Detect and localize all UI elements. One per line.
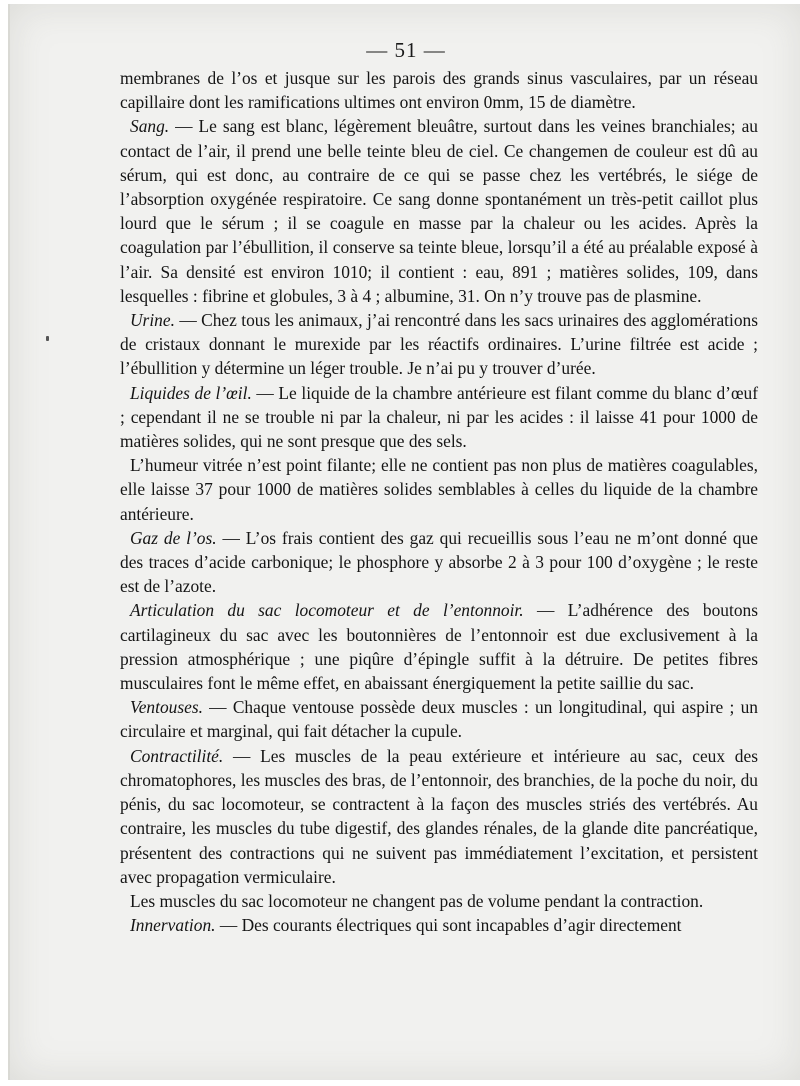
paragraph-text: — Le sang est blanc, légèrement bleuâtre, surtout dans les veines branchiales; au contact de l’air, il prend une belle teinte bleu de ciel. Ce changemen de couleur est dû au sérum, qui est donc, au contraire de ce qui se passe chez les vertébrés, le siége de l’absorption oxygénée respiratoire. Ce sang donne spontanément un très-petit caillot plus lourd que le sérum ; il se coagule en masse par la chaleur ou les acides. Après la coagulation par l’ébullition, il conserve sa teinte bleue, lorsqu’il a été au préalable exposé à l’air. Sa densité est environ 1010; il contient : eau, 891 ; matières solides, 109, dans lesquelles : fibrine et globules, 3 à 4 ; albumine, 31. On n’y trouve pas de plasmine. (120, 116, 758, 306)
paragraph-text: Les muscles du sac locomoteur ne changent pas de volume pendant la contraction. (130, 890, 704, 911)
paragraph-lead: Articulation du sac locomoteur et de l’entonnoir. (130, 600, 524, 621)
margin-mark (46, 336, 49, 341)
page-number: — 51 — (366, 38, 446, 62)
paragraph-text: — L’os frais contient des gaz qui recueillis sous l’eau ne m’ont donné que des traces d’acide carbonique; le phosphore y absorbe 2 à 3 pour 100 d’oxygène ; le reste est de l’azote. (120, 527, 758, 597)
paragraph-text: — Les muscles de la peau extérieure et intérieure au sac, ceux des chromatophores, les muscles des bras, de l’entonnoir, des branchies, de la poche du noir, du pénis, du sac locomoteur, se contractent à la façon des muscles striés des vertébrés. Au contraire, les muscles du tube digestif, des glandes rénales, de la glande dite pancréatique, présentent des contractions qui ne suivent pas immédiatement l’excitation, et persistent avec propagation vermiculaire. (120, 745, 758, 887)
paragraph-lead: Contractilité. (130, 745, 224, 766)
paragraph-lead: Gaz de l’os. (130, 527, 217, 548)
paragraph-text: — Des courants électriques qui sont incapables d’agir directement (215, 915, 682, 936)
paragraph-text: — Chaque ventouse possède deux muscles : un longitudinal, qui aspire ; un circulaire et marginal, qui fait détacher la cupule. (120, 697, 758, 742)
paragraph-text: — Chez tous les animaux, j’ai rencontré dans les sacs urinaires des agglomérations de cristaux donnant le murexide par les réactifs ordinaires. L’urine filtrée est acide ; l’ébullition y détermine un léger trouble. Je n’ai pu y trouver d’urée. (120, 310, 758, 379)
paragraph-lead: Liquides de l’œil. (130, 382, 252, 403)
paragraph-lead: Ventouses. (130, 697, 203, 718)
paragraph-liquides-oeil (120, 381, 758, 454)
paragraph-gaz-os (120, 526, 758, 599)
paragraph-lead: Sang. (130, 116, 170, 137)
paragraph-humeur-vitree (120, 453, 758, 526)
paragraph-text: — L’adhérence des boutons cartilagineux du sac avec les boutonnières de l’entonnoir est due exclusivement à la pression atmosphérique ; une piqûre d’épingle suffit à la détruire. De petites fibres musculaires font le même effet, en abaissant énergiquement la petite saillie du sac. (120, 600, 758, 694)
paragraph-ventouses (120, 695, 758, 743)
paragraph-sang (120, 114, 758, 308)
paragraph-contractilite (120, 744, 758, 889)
paragraph-innervation (120, 913, 758, 937)
paragraph-muscles-sac (120, 889, 758, 913)
paragraph-lead: Innervation. (130, 915, 216, 936)
paragraph-text: — Le liquide de la chambre antérieure est filant comme du blanc d’œuf ; cependant il ne se trouble ni par la chaleur, ni par les acides : il laisse 41 pour 1000 de matières solides, qui ne sont presque que des sels. (120, 382, 758, 452)
paragraph-urine (120, 308, 758, 381)
paragraph-articulation (120, 598, 758, 695)
book-page (8, 4, 800, 1080)
paragraph-text: L’humeur vitrée n’est point filante; elle ne contient pas non plus de matières coagulables, elle laisse 37 pour 1000 de matières solides semblables à celles du liquide de la chambre antérieure. (120, 455, 758, 524)
paragraph-continuation (120, 66, 758, 114)
paragraph-lead: Urine. (130, 310, 175, 331)
paragraph-text: membranes de l’os et jusque sur les parois des grands sinus vasculaires, par un réseau capillaire dont les ramifications ultimes ont environ 0mm, 15 de diamètre. (120, 68, 758, 113)
body-text (120, 66, 758, 937)
